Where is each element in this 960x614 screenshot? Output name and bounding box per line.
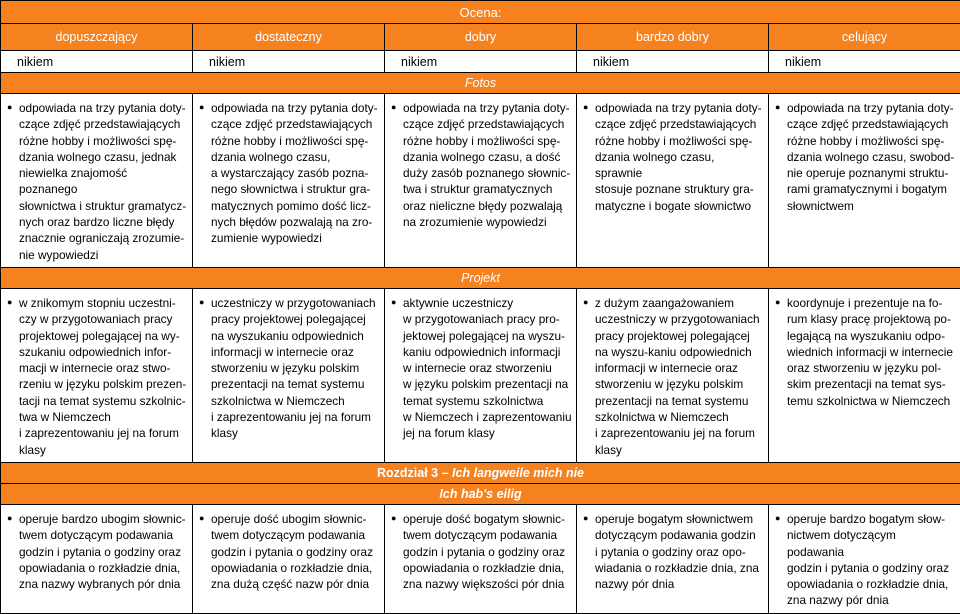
section-eilig-header: Ich hab's eilig	[1, 483, 960, 504]
projekt-text-4: z dużym zaangażowaniem uczestniczy w przygotowaniach pracy projektowej polegającej na wyszu-kaniu odpowiednich informacji w internecie oraz stworzeniu w języku polskim prezentacji na temat systemu szkolnictwa w Niemczech i zaprezentowaniu jej na forum klasy	[595, 295, 764, 458]
eilig-text-2: operuje dość ubogim słownic- twem dotyczącym podawania godzin i pytania o godziny oraz opowiadania o rozkładzie dnia, zna dużą część nazw pór dnia	[211, 511, 380, 592]
projekt-cell-5	[769, 288, 960, 462]
nikiem-cell-4: nikiem	[577, 51, 769, 73]
projekt-text-1: w znikomym stopniu uczestni- czy w przygotowaniach pracy projektowej polegającej na wy- szukaniu odpowiednich infor- macji w internecie oraz stwo- rzeniu w języku polskim prezen- tacji na temat systemu szkolnic- twa w Niemczech i zaprezentowaniu jej na forum klasy	[19, 295, 188, 458]
projekt-text-3: aktywnie uczestniczy w przygotowaniach pracy pro- jektowej polegającej na wyszu- kaniu odpowiednich informacji w internecie oraz stworzeniu w języku polskim prezentacji na temat systemu szkolnictwa w Niemczech i zaprezentowaniu jej na forum klasy	[403, 295, 572, 442]
bullet-icon: ●	[775, 99, 780, 115]
chapter-title: Ich langweile mich nie	[452, 466, 584, 480]
fotos-text-2: odpowiada na trzy pytania doty- czące zdjęć przedstawiających różne hobby i możliwości spę- dzania wolnego czasu, a wystarczający zasób pozna- nego słownictwa i struktur gra- matycznych pomimo dość licz- nych błędów pozwalają na zro- zumienie wypowiedzi	[211, 100, 380, 247]
bullet-icon: ●	[583, 294, 588, 310]
eilig-text-5: operuje bardzo bogatym słow- nictwem dotyczącym podawania godzin i pytania o godziny oraz opowiadania o rozkładzie dnia, zna nazwy pór dnia	[787, 511, 956, 609]
grade-header-1: dopuszczający	[1, 24, 193, 51]
fotos-cell-4	[577, 94, 769, 268]
chapter-separator: –	[438, 466, 452, 480]
grade-header-2: dostateczny	[193, 24, 385, 51]
grade-header-4: bardzo dobry	[577, 24, 769, 51]
bullet-icon: ●	[7, 294, 12, 310]
fotos-text-3: odpowiada na trzy pytania doty- czące zdjęć przedstawiających różne hobby i możliwości spę- dzania wolnego czasu, a dość duży zasób poznanego słownic- twa i struktur gramatycznych oraz nieliczne błędy pozwalają na zrozumienie wypowiedzi	[403, 100, 572, 230]
bullet-icon: ●	[7, 510, 12, 526]
eilig-text-1: operuje bardzo ubogim słownic- twem dotyczącym podawania godzin i pytania o godziny oraz opowiadania o rozkładzie dnia, zna nazwy wybranych pór dnia	[19, 511, 188, 592]
nikiem-cell-2: nikiem	[193, 51, 385, 73]
bullet-icon: ●	[583, 99, 588, 115]
fotos-cell-1	[1, 94, 193, 268]
eilig-text-3: operuje dość bogatym słownic- twem dotyczącym podawania godzin i pytania o godziny oraz opowiadania o rozkładzie dnia, zna nazwy większości pór dnia	[403, 511, 572, 592]
table-title	[1, 1, 960, 24]
projekt-cell-4	[577, 288, 769, 462]
eilig-cell-1	[1, 504, 193, 613]
grade-header-3: dobry	[385, 24, 577, 51]
projekt-cell-2	[193, 288, 385, 462]
bullet-icon: ●	[391, 99, 396, 115]
nikiem-cell-3: nikiem	[385, 51, 577, 73]
bullet-icon: ●	[199, 99, 204, 115]
bullet-icon: ●	[391, 294, 396, 310]
eilig-cell-4	[577, 504, 769, 613]
fotos-text-4: odpowiada na trzy pytania doty- czące zdjęć przedstawiających różne hobby i możliwości spę- dzania wolnego czasu, sprawnie stosuje poznane struktury gra- matyczne i bogate słownictwo	[595, 100, 764, 214]
bullet-icon: ●	[583, 510, 588, 526]
bullet-icon: ●	[199, 510, 204, 526]
fotos-text-5: odpowiada na trzy pytania doty- czące zdjęć przedstawiających różne hobby i możliwości spę- dzania wolnego czasu, swobod- nie operuje poznanymi struktu- rami gramatycznymi i bogatym słownictwem	[787, 100, 956, 214]
bullet-icon: ●	[7, 99, 12, 115]
fotos-cell-5	[769, 94, 960, 268]
projekt-text-5: koordynuje i prezentuje na fo- rum klasy pracę projektową po- legającą na wyszukaniu odpo- wiednich informacji w internecie oraz stworzeniu w języku pol- skim prezentacji na temat sys- temu szkolnictwa w Niemczech	[787, 295, 956, 409]
projekt-text-2: uczestniczy w przygotowaniach pracy projektowej polegającej na wyszukaniu odpowiednich informacji w internecie oraz stworzeniu w języku polskim prezentacji na temat systemu szkolnictwa w Niemczech i zaprezentowaniu jej na forum klasy	[211, 295, 380, 442]
chapter-header	[1, 462, 960, 483]
fotos-text-1: odpowiada na trzy pytania doty- czące zdjęć przedstawiających różne hobby i możliwości spę- dzania wolnego czasu, jednak niewielka znajomość poznanego słownictwa i struktur gramatycz- nych oraz bardzo liczne błędy znacznie ograniczają zrozumie- nie wypowiedzi	[19, 100, 188, 263]
eilig-cell-2	[193, 504, 385, 613]
bullet-icon: ●	[199, 294, 204, 310]
grade-header-5: celujący	[769, 24, 960, 51]
fotos-cell-3	[385, 94, 577, 268]
chapter-label: Rozdział 3	[377, 466, 438, 480]
section-projekt-header: Projekt	[1, 267, 960, 288]
fotos-cell-2	[193, 94, 385, 268]
projekt-cell-1	[1, 288, 193, 462]
bullet-icon: ●	[391, 510, 396, 526]
eilig-cell-5	[769, 504, 960, 613]
title-text: Ocena:	[460, 5, 502, 20]
nikiem-cell-5: nikiem	[769, 51, 960, 73]
bullet-icon: ●	[775, 510, 780, 526]
eilig-cell-3	[385, 504, 577, 613]
nikiem-cell-1: nikiem	[1, 51, 193, 73]
projekt-cell-3	[385, 288, 577, 462]
bullet-icon: ●	[775, 294, 780, 310]
eilig-text-4: operuje bogatym słownictwem dotyczącym podawania godzin i pytania o godziny oraz opo- wiadania o rozkładzie dnia, zna nazwy pór dnia	[595, 511, 764, 592]
section-fotos-header: Fotos	[1, 73, 960, 94]
